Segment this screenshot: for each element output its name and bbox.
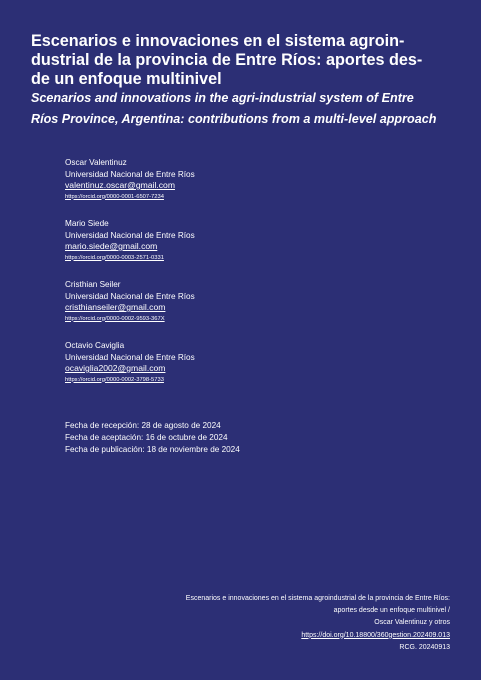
date-published: Fecha de publicación: 18 de noviembre de 2024 <box>65 444 240 454</box>
citation-title-line: Escenarios e innovaciones en el sistema agroindustrial de la provincia de Entre Ríos: <box>185 595 450 602</box>
citation-authors-line: Oscar Valentinuz y otros <box>374 619 450 627</box>
author-affiliation: Universidad Nacional de Entre Ríos <box>65 352 195 362</box>
author-email-link[interactable]: mario.siede@gmail.com <box>65 241 158 251</box>
author-name: Octavio Caviglia <box>65 341 125 350</box>
author-orcid-link[interactable]: https://orcid.org/0000-0002-9593-367X <box>65 315 165 322</box>
author-name: Mario Siede <box>65 219 109 228</box>
citation-code: RCG. 20240913 <box>399 643 450 651</box>
date-accepted: Fecha de aceptación: 16 de octubre de 2024 <box>65 432 228 442</box>
author-email-link[interactable]: cristhianseiler@gmail.com <box>65 302 166 312</box>
author-block <box>65 218 365 279</box>
title-english-line: Scenarios and innovations in the agri-industrial system of Entre <box>31 91 414 105</box>
author-affiliation: Universidad Nacional de Entre Ríos <box>65 291 195 301</box>
title-english <box>31 88 471 130</box>
author-name: Oscar Valentinuz <box>65 158 127 167</box>
title-english-line: Ríos Province, Argentina: contributions from a multi-level approach <box>31 112 437 126</box>
author-block <box>65 157 365 218</box>
author-orcid-link[interactable]: https://orcid.org/0000-0001-6507-7234 <box>65 193 164 200</box>
publication-dates <box>65 420 240 455</box>
citation-doi-link[interactable]: https://doi.org/10.18800/360gestion.202409.013 <box>301 631 450 639</box>
date-received: Fecha de recepción: 28 de agosto de 2024 <box>65 421 221 430</box>
title-spanish-line: de un enfoque multinivel <box>31 70 222 88</box>
title-spanish-line: dustrial de la provincia de Entre Ríos: aportes des- <box>31 51 423 69</box>
citation-block <box>110 593 450 654</box>
author-name: Cristhian Seiler <box>65 280 121 289</box>
author-email-link[interactable]: ocaviglia2002@gmail.com <box>65 363 166 373</box>
author-orcid-link[interactable]: https://orcid.org/0000-0002-3798-5733 <box>65 376 164 383</box>
title-spanish <box>31 32 461 89</box>
author-block <box>65 340 365 401</box>
author-affiliation: Universidad Nacional de Entre Ríos <box>65 230 195 240</box>
citation-subtitle-line: aportes desde un enfoque multinivel / <box>333 607 450 615</box>
author-affiliation: Universidad Nacional de Entre Ríos <box>65 169 195 179</box>
author-orcid-link[interactable]: https://orcid.org/0000-0003-2571-0331 <box>65 254 164 261</box>
author-list <box>65 157 365 401</box>
author-block <box>65 279 365 340</box>
title-spanish-line: Escenarios e innovaciones en el sistema agroin- <box>31 32 405 50</box>
author-email-link[interactable]: valentinuz.oscar@gmail.com <box>65 180 175 190</box>
